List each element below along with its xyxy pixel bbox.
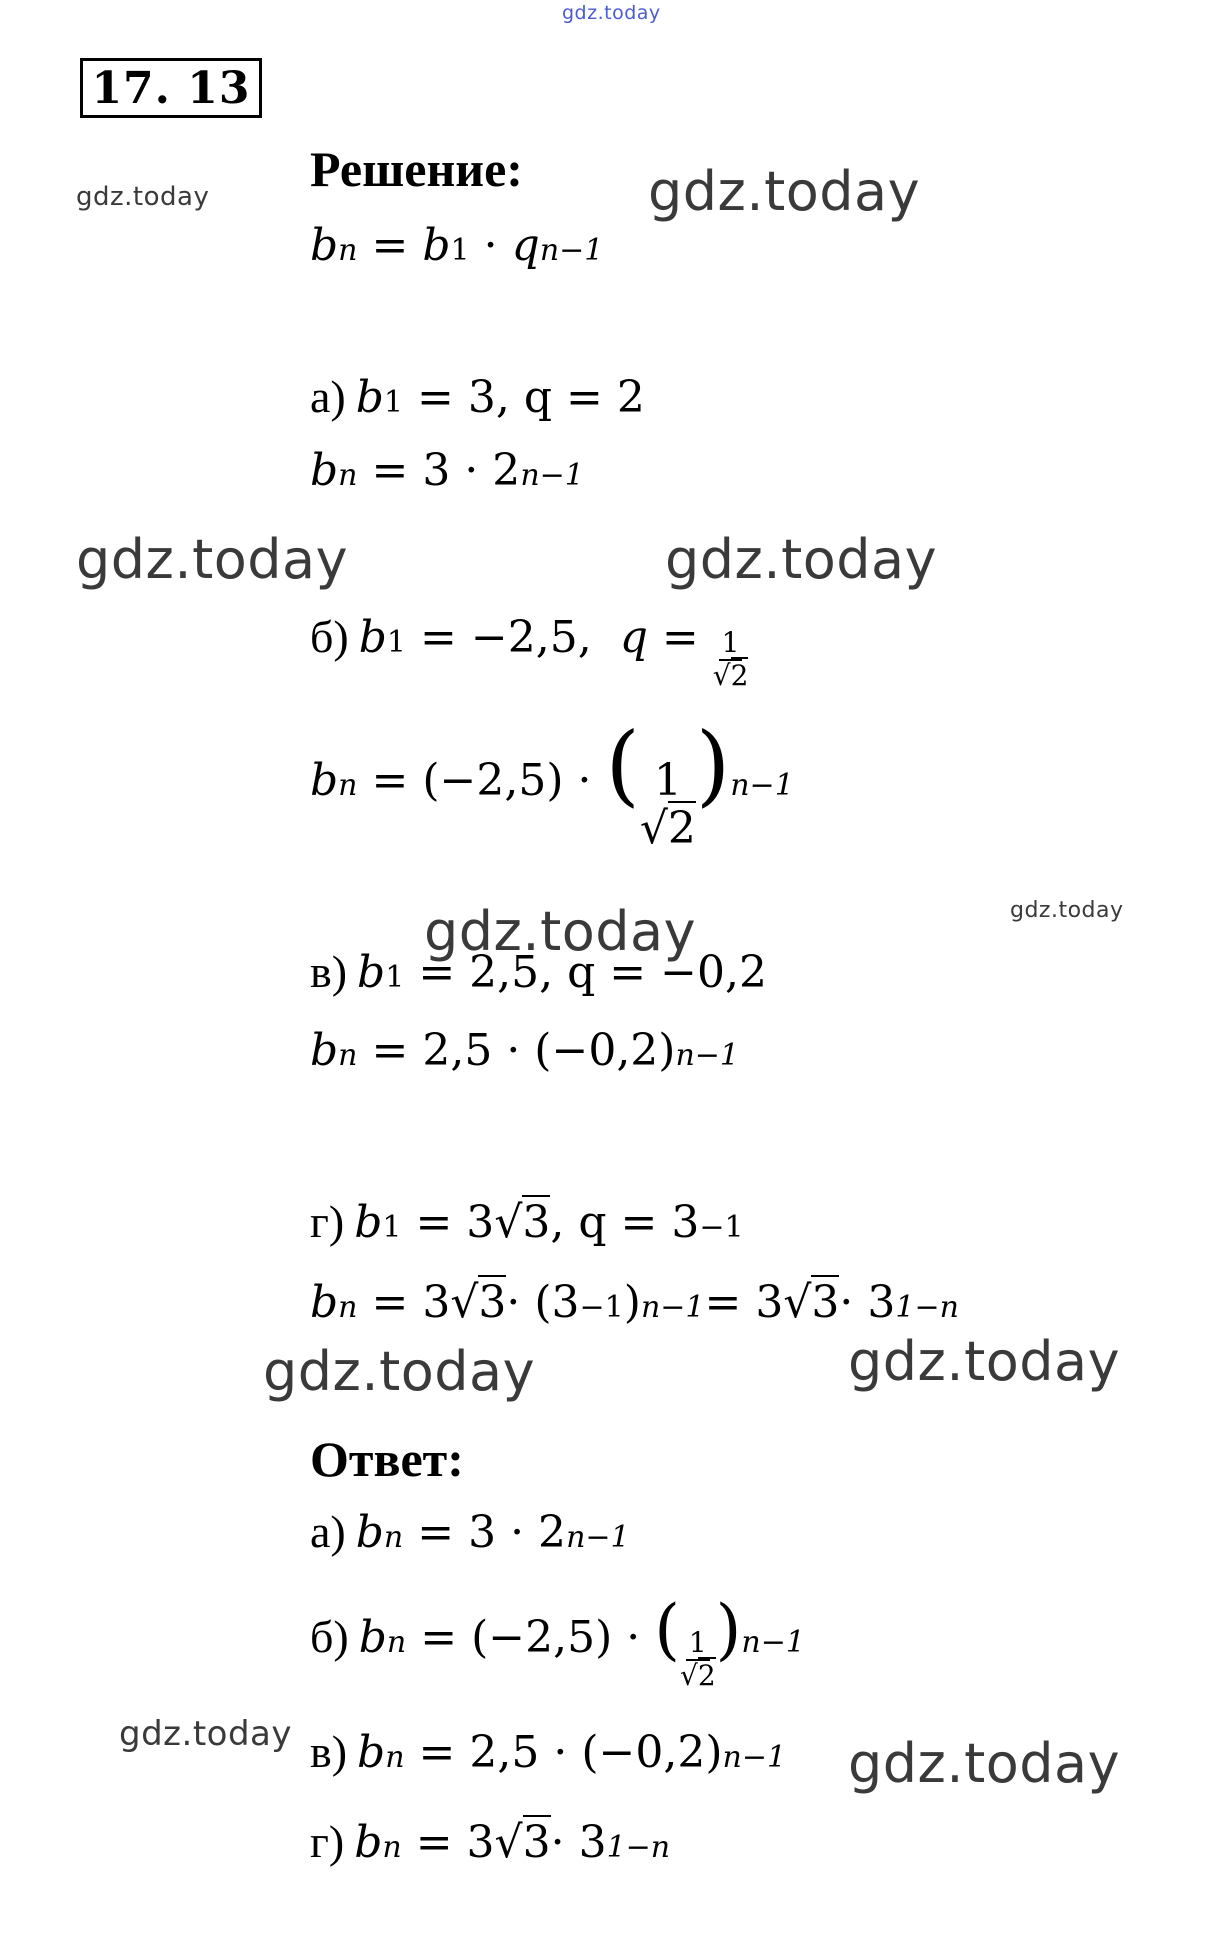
watermark: gdz.today	[1010, 898, 1124, 923]
watermark: gdz.today	[119, 1714, 292, 1754]
problem-number: 17. 13	[80, 58, 262, 118]
watermark: gdz.today	[648, 160, 921, 223]
part-v-result: b n = 2,5 · (−0,2) n−1	[310, 1025, 740, 1076]
watermark: gdz.today	[848, 1732, 1121, 1795]
fraction-one-over-root-two: 1 √2	[639, 755, 696, 855]
answer-heading: Ответ:	[310, 1431, 464, 1487]
part-g-result: b n = 3 √ 3 · (3 −1 ) n−1 = 3 √ 3 · 3 1−n	[310, 1277, 959, 1328]
answer-b: б) b n = (−2,5) · ( $\frac{1}{√2}$ ) n−1	[310, 1591, 805, 1692]
watermark: gdz.today	[562, 2, 661, 24]
watermark: gdz.today	[424, 900, 697, 963]
part-a-given: а) b 1 = 3, q = 2	[310, 371, 645, 423]
fraction-one-over-root-two: $\frac{1}{√2}$	[679, 1626, 716, 1692]
general-formula: b n = b 1 · q n−1	[310, 220, 604, 271]
answer-v: в) b n = 2,5 · (−0,2) n−1	[310, 1726, 787, 1778]
solution-heading: Решение:	[310, 141, 523, 197]
part-g-given: г) b 1 = 3 √ 3 , q = 3 −1	[310, 1196, 744, 1248]
part-v-given: в) b 1 = 2,5, q = −0,2	[310, 946, 767, 998]
watermark: gdz.today	[263, 1340, 536, 1403]
watermark: gdz.today	[76, 528, 349, 591]
part-a-result: b n = 3 · 2 n−1	[310, 445, 584, 496]
part-b-given: б) b 1 = −2,5, q = $\frac{1}{√2}$	[310, 611, 749, 692]
part-b-result: b n = (−2,5) · ( 1 √2 ) n−1	[310, 713, 794, 855]
watermark: gdz.today	[665, 528, 938, 591]
watermark: gdz.today	[848, 1330, 1121, 1393]
fraction-one-over-root-two: $\frac{1}{√2}$	[712, 626, 749, 692]
answer-a: а) b n = 3 · 2 n−1	[310, 1506, 630, 1558]
answer-g: г) b n = 3 √ 3 · 3 1−n	[310, 1816, 671, 1868]
watermark: gdz.today	[76, 182, 210, 212]
